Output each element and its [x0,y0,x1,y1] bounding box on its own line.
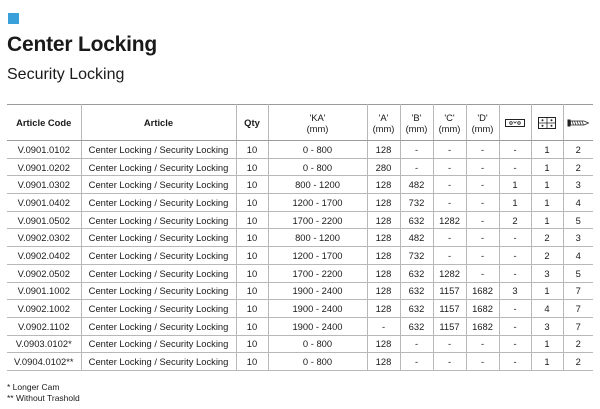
cell-article-code: V.0902.0302 [7,229,81,247]
table-row [7,317,593,335]
header-a-label: 'A' [378,111,389,123]
cell-d: 1682 [466,317,499,335]
cell-d: - [466,211,499,229]
cell-article-code: V.0901.0102 [7,141,81,159]
cell-c: - [433,141,466,159]
footnotes [7,382,80,404]
cell-screw: 2 [563,141,593,159]
cell-lock-plate: - [499,317,531,335]
table-row [7,229,593,247]
cell-b: 632 [400,317,433,335]
table-row [7,211,593,229]
cell-c: 1282 [433,264,466,282]
cell-b: 732 [400,247,433,265]
header-lock-plate [499,105,531,141]
table-row [7,158,593,176]
cell-c: - [433,353,466,371]
cell-grid-bracket: 4 [531,300,563,318]
cell-qty: 10 [236,317,268,335]
cell-a: 128 [367,194,400,212]
cell-grid-bracket: 2 [531,229,563,247]
cell-article: Center Locking / Security Locking [81,229,236,247]
table-row [7,247,593,265]
cell-article: Center Locking / Security Locking [81,176,236,194]
cell-ka: 800 - 1200 [268,176,367,194]
cell-article: Center Locking / Security Locking [81,247,236,265]
cell-grid-bracket: 1 [531,141,563,159]
header-b [400,105,433,141]
screw-icon [567,119,589,127]
cell-a: 128 [367,335,400,353]
cell-ka: 1900 - 2400 [268,300,367,318]
cell-lock-plate: - [499,264,531,282]
cell-ka: 1700 - 2200 [268,264,367,282]
header-d-unit: (mm) [471,122,494,134]
cell-lock-plate: - [499,335,531,353]
footnote-longer-cam: * Longer Cam [7,382,60,392]
cell-b: - [400,158,433,176]
cell-article-code: V.0902.1002 [7,300,81,318]
cell-c: 1282 [433,211,466,229]
cell-article: Center Locking / Security Locking [81,194,236,212]
cell-d: 1682 [466,282,499,300]
cell-article: Center Locking / Security Locking [81,282,236,300]
cell-lock-plate: 3 [499,282,531,300]
cell-ka: 1700 - 2200 [268,211,367,229]
cell-screw: 7 [563,282,593,300]
cell-article-code: V.0902.0402 [7,247,81,265]
cell-grid-bracket: 3 [531,317,563,335]
cell-d: - [466,194,499,212]
cell-article: Center Locking / Security Locking [81,300,236,318]
cell-b: 482 [400,229,433,247]
cell-a: 128 [367,247,400,265]
cell-a: 128 [367,141,400,159]
cell-a: 128 [367,300,400,318]
cell-grid-bracket: 1 [531,176,563,194]
cell-grid-bracket: 1 [531,282,563,300]
cell-grid-bracket: 1 [531,353,563,371]
cell-lock-plate: 2 [499,211,531,229]
cell-b: - [400,141,433,159]
lock-plate-icon [505,118,525,128]
cell-ka: 0 - 800 [268,158,367,176]
header-d [466,105,499,141]
cell-lock-plate: - [499,353,531,371]
cell-c: - [433,335,466,353]
cell-b: 482 [400,176,433,194]
cell-article: Center Locking / Security Locking [81,317,236,335]
table-row [7,264,593,282]
cell-a: 128 [367,211,400,229]
header-article-code: Article Code [7,105,81,141]
cell-lock-plate: 1 [499,176,531,194]
cell-lock-plate: - [499,141,531,159]
cell-qty: 10 [236,353,268,371]
table-header-row [7,105,593,141]
table-row [7,300,593,318]
header-ka-unit: (mm) [306,122,329,134]
cell-c: 1157 [433,282,466,300]
article-table [7,104,593,371]
cell-screw: 7 [563,300,593,318]
cell-qty: 10 [236,300,268,318]
cell-d: 1682 [466,300,499,318]
cell-qty: 10 [236,158,268,176]
cell-article: Center Locking / Security Locking [81,335,236,353]
cell-c: - [433,194,466,212]
cell-screw: 2 [563,335,593,353]
grid-bracket-icon [538,117,556,129]
cell-screw: 5 [563,211,593,229]
table-row [7,176,593,194]
cell-ka: 1900 - 2400 [268,317,367,335]
cell-d: - [466,353,499,371]
cell-article-code: V.0904.0102** [7,353,81,371]
cell-b: 632 [400,282,433,300]
header-screw [563,105,593,141]
cell-ka: 1200 - 1700 [268,247,367,265]
page-subtitle: Security Locking [7,66,125,83]
cell-article: Center Locking / Security Locking [81,141,236,159]
cell-grid-bracket: 3 [531,264,563,282]
table-body [7,141,593,371]
cell-d: - [466,335,499,353]
cell-article-code: V.0901.0502 [7,211,81,229]
cell-article: Center Locking / Security Locking [81,211,236,229]
cell-article-code: V.0901.0202 [7,158,81,176]
cell-c: 1157 [433,300,466,318]
table-row [7,282,593,300]
cell-screw: 4 [563,247,593,265]
cell-grid-bracket: 1 [531,194,563,212]
header-c-label: 'C' [444,111,455,123]
header-qty: Qty [236,105,268,141]
cell-c: - [433,247,466,265]
cell-d: - [466,176,499,194]
cell-screw: 7 [563,317,593,335]
cell-b: 632 [400,264,433,282]
cell-qty: 10 [236,335,268,353]
cell-ka: 0 - 800 [268,353,367,371]
cell-screw: 2 [563,158,593,176]
cell-a: 128 [367,264,400,282]
cell-qty: 10 [236,194,268,212]
cell-grid-bracket: 1 [531,335,563,353]
cell-lock-plate: - [499,229,531,247]
cell-b: 632 [400,300,433,318]
cell-ka: 0 - 800 [268,141,367,159]
cell-d: - [466,247,499,265]
cell-lock-plate: - [499,158,531,176]
footnote-without-trashold: ** Without Trashold [7,393,80,403]
cell-screw: 5 [563,264,593,282]
cell-ka: 0 - 800 [268,335,367,353]
cell-grid-bracket: 1 [531,211,563,229]
table-row [7,353,593,371]
cell-article-code: V.0902.1102 [7,317,81,335]
cell-article-code: V.0903.0102* [7,335,81,353]
cell-qty: 10 [236,229,268,247]
cell-grid-bracket: 1 [531,158,563,176]
cell-article-code: V.0901.0402 [7,194,81,212]
table-row [7,141,593,159]
cell-qty: 10 [236,247,268,265]
cell-lock-plate: - [499,300,531,318]
cell-a: 128 [367,353,400,371]
cell-article-code: V.0901.0302 [7,176,81,194]
cell-d: - [466,141,499,159]
cell-qty: 10 [236,264,268,282]
cell-a: 128 [367,229,400,247]
page-title: Center Locking [7,33,158,56]
cell-screw: 4 [563,194,593,212]
cell-screw: 3 [563,229,593,247]
header-a [367,105,400,141]
header-d-label: 'D' [477,111,488,123]
cell-qty: 10 [236,211,268,229]
cell-c: - [433,176,466,194]
cell-b: 632 [400,211,433,229]
accent-square [8,13,19,24]
cell-c: 1157 [433,317,466,335]
cell-d: - [466,158,499,176]
cell-article: Center Locking / Security Locking [81,158,236,176]
cell-c: - [433,158,466,176]
cell-a: 280 [367,158,400,176]
header-grid-bracket [531,105,563,141]
header-ka [268,105,367,141]
header-b-label: 'B' [411,111,422,123]
cell-b: - [400,353,433,371]
cell-d: - [466,229,499,247]
header-article: Article [81,105,236,141]
cell-b: 732 [400,194,433,212]
header-ka-label: 'KA' [309,111,326,123]
cell-screw: 3 [563,176,593,194]
table-row [7,194,593,212]
cell-b: - [400,335,433,353]
cell-article-code: V.0902.0502 [7,264,81,282]
cell-a: - [367,317,400,335]
cell-ka: 800 - 1200 [268,229,367,247]
cell-article-code: V.0901.1002 [7,282,81,300]
cell-article: Center Locking / Security Locking [81,353,236,371]
cell-screw: 2 [563,353,593,371]
cell-d: - [466,264,499,282]
cell-ka: 1900 - 2400 [268,282,367,300]
cell-qty: 10 [236,141,268,159]
cell-a: 128 [367,176,400,194]
header-a-unit: (mm) [372,122,395,134]
cell-ka: 1200 - 1700 [268,194,367,212]
cell-lock-plate: 1 [499,194,531,212]
header-c-unit: (mm) [438,122,461,134]
cell-c: - [433,229,466,247]
cell-lock-plate: - [499,247,531,265]
cell-qty: 10 [236,176,268,194]
cell-qty: 10 [236,282,268,300]
cell-article: Center Locking / Security Locking [81,264,236,282]
cell-grid-bracket: 2 [531,247,563,265]
cell-a: 128 [367,282,400,300]
header-b-unit: (mm) [405,122,428,134]
table-row [7,335,593,353]
header-c [433,105,466,141]
